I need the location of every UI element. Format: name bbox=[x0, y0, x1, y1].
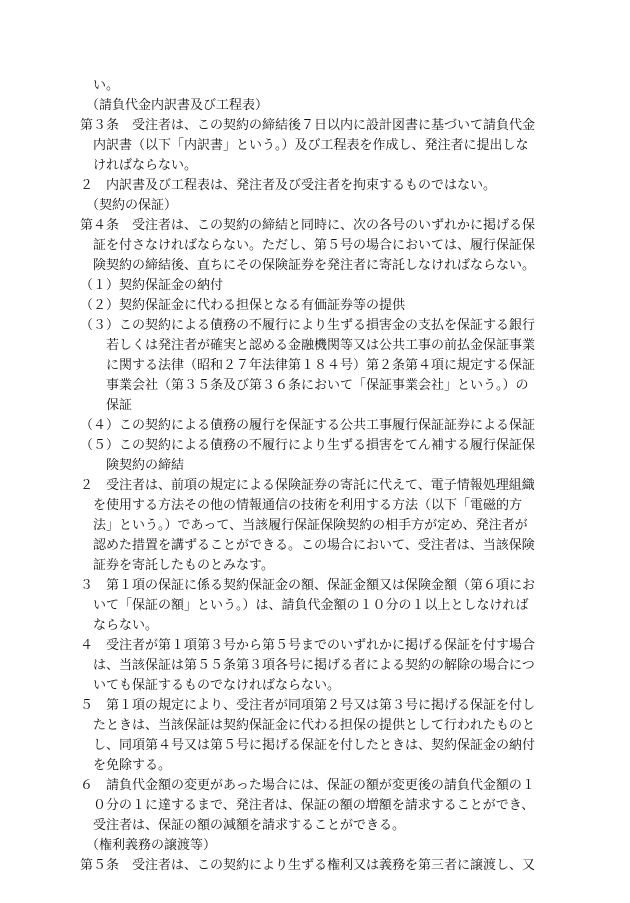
text-line: （４）この契約による債務の履行を保証する公共工事履行保証証券による保証 bbox=[80, 418, 536, 433]
text-line: ４ 受注者が第１項第３号から第５号までのいずれかに掲げる保証を付す場合 bbox=[80, 638, 536, 653]
text-line: 険契約の締結後、直ちにその保険証券を発注者に寄託しなければならない。 bbox=[93, 258, 536, 273]
text-line: ５ 第１項の規定により、受注者が同項第２号又は第３号に掲げる保証を付し bbox=[80, 698, 536, 713]
text-line: 受注者は、保証の額の減額を請求することができる。 bbox=[93, 818, 406, 833]
section-heading: （請負代金内訳書及び工程表） bbox=[86, 98, 269, 113]
text-line: （１）契約保証金の納付 bbox=[80, 278, 224, 293]
text-line: ２ 受注者は、前項の規定による保険証券の寄託に代えて、電子情報処理組織 bbox=[80, 478, 535, 493]
text-line: 証券を寄託したものとみなす。 bbox=[93, 558, 274, 573]
text-line: 法」という。）であって、当該履行保証保険契約の相手方が定め、発注者が bbox=[93, 518, 528, 533]
text-line: 第５条 受注者は、この契約により生ずる権利又は義務を第三者に譲渡し、又 bbox=[80, 858, 536, 873]
text-line: （２）契約保証金に代わる担保となる有価証券等の提供 bbox=[80, 298, 406, 313]
text-line: し、同項第４号又は第５号に掲げる保証を付したときは、契約保証金の納付 bbox=[93, 738, 536, 753]
text-line: 認めた措置を講ずることができる。この場合において、受注者は、当該保険 bbox=[93, 538, 535, 553]
text-line: は、当該保証は第５５条第３項各号に掲げる者による契約の解除の場合につ bbox=[93, 658, 535, 673]
text-line: 保証 bbox=[106, 398, 133, 413]
text-line: （５）この契約による債務の不履行により生ずる損害をてん補する履行保証保 bbox=[80, 438, 536, 453]
text-line: いても保証するものでなければならない。 bbox=[93, 678, 341, 693]
text-line: ければならない。 bbox=[93, 158, 198, 173]
text-line: 証を付さなければならない。ただし、第５号の場合においては、履行保証保 bbox=[93, 238, 536, 253]
text-line: ３ 第１項の保証に係る契約保証金の額、保証金額又は保険金額（第６項にお bbox=[80, 578, 536, 593]
text-line: を免除する。 bbox=[93, 758, 172, 773]
section-heading: （権利義務の譲渡等） bbox=[86, 838, 217, 853]
text-line: 第３条 受注者は、この契約の締結後７日以内に設計図書に基づいて請負代金 bbox=[80, 118, 536, 133]
section-heading: （契約の保証） bbox=[86, 198, 178, 213]
text-line: 事業会社（第３５条及び第３６条において「保証事業会社」という。）の bbox=[106, 378, 529, 393]
text-line: ６ 請負代金額の変更があった場合には、保証の額が変更後の請負代金額の１ bbox=[80, 778, 535, 793]
text-line: いて「保証の額」という。）は、請負代金額の１０分の１以上としなければ bbox=[93, 598, 529, 613]
text-line: を使用する方法その他の情報通信の技術を利用する方法（以下「電磁的方 bbox=[93, 498, 523, 513]
text-line: （３）この契約による債務の不履行により生ずる損害金の支払を保証する銀行 bbox=[80, 318, 536, 333]
text-line: 険契約の締結 bbox=[106, 458, 185, 473]
text-line: 若しくは発注者が確実と認める金融機関等又は公共工事の前払金保証事業 bbox=[106, 338, 536, 353]
text-line: い。 bbox=[93, 78, 120, 93]
text-line: 第４条 受注者は、この契約の締結と同時に、次の各号のいずれかに掲げる保 bbox=[80, 218, 536, 233]
text-line: 内訳書（以下「内訳書」という。）及び工程表を作成し、発注者に提出しな bbox=[93, 138, 529, 153]
text-line: たときは、当該保証は契約保証金に代わる担保の提供として行われたものと bbox=[93, 718, 536, 733]
text-line: ならない。 bbox=[93, 618, 159, 633]
text-line: に関する法律（昭和２７年法律第１８４号）第２条第４項に規定する保証 bbox=[106, 358, 536, 373]
text-line: ０分の１に達するまで、発注者は、保証の額の増額を請求することができ、 bbox=[93, 798, 535, 813]
text-line: ２ 内訳書及び工程表は、発注者及び受注者を拘束するものではない。 bbox=[80, 178, 497, 193]
